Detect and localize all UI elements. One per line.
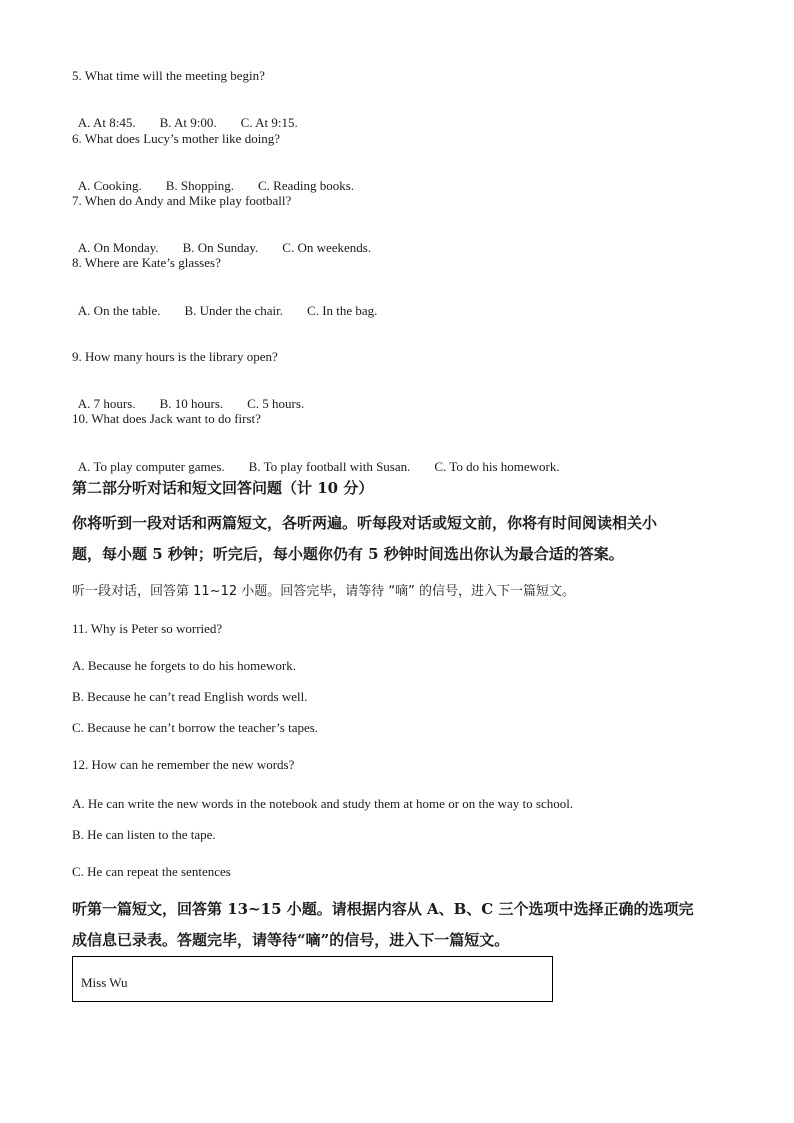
option-c: C. Reading books. <box>257 178 355 193</box>
option-b: B. On Sunday. <box>182 240 259 255</box>
info-table <box>72 956 553 1002</box>
option-b: B. At 9:00. <box>159 115 217 130</box>
question-8: 8. Where are Kate’s glasses? <box>72 255 221 270</box>
option-c: C. At 9:15. <box>240 115 298 130</box>
question-9-options <box>72 380 304 412</box>
question-11-option-b: B. Because he can’t read English words well. <box>72 689 308 704</box>
question-5-options <box>72 99 298 131</box>
question-10: 10. What does Jack want to do first? <box>72 411 261 426</box>
option-a: A. At 8:45. <box>77 115 136 130</box>
passage1-instruction-line2: 成信息已录表。答题完毕，请等待“嘀”的信号，进入下一篇短文。 <box>72 931 510 949</box>
question-11-option-c: C. Because he can’t borrow the teacher’s tapes. <box>72 720 319 735</box>
option-a: A. Cooking. <box>77 178 142 193</box>
option-b: B. Under the chair. <box>184 303 284 318</box>
option-a: A. To play computer games. <box>77 459 225 474</box>
option-a: A. 7 hours. <box>77 396 136 411</box>
question-10-options <box>72 443 560 475</box>
option-c: C. 5 hours. <box>247 396 305 411</box>
question-8-options <box>72 287 377 319</box>
question-12-option-b: B. He can listen to the tape. <box>72 827 216 842</box>
question-11-option-a: A. Because he forgets to do his homework. <box>72 658 296 673</box>
dialogue-instruction: 听一段对话，回答第 11~12 小题。回答完毕，请等待 “嘀” 的信号，进入下一篇短文。 <box>72 584 575 599</box>
question-7: 7. When do Andy and Mike play football? <box>72 193 292 208</box>
question-11: 11. Why is Peter so worried? <box>72 621 223 636</box>
question-12-option-c: C. He can repeat the sentences <box>72 864 231 879</box>
question-5: 5. What time will the meeting begin? <box>72 68 265 83</box>
question-9: 9. How many hours is the library open? <box>72 349 278 364</box>
part2-instructions-line1: 你将听到一段对话和两篇短文，各听两遍。听每段对话或短文前，你将有时间阅读相关小 <box>72 514 658 532</box>
part2-instructions-line2: 题，每小题 5 秒钟；听完后，每小题你仍有 5 秒钟时间选出你认为最合适的答案。 <box>72 545 624 563</box>
part2-heading: 第二部分听对话和短文回答问题（计 10 分） <box>72 479 374 497</box>
option-c: C. To do his homework. <box>434 459 560 474</box>
option-b: B. 10 hours. <box>159 396 224 411</box>
question-12: 12. How can he remember the new words? <box>72 757 295 772</box>
option-b: B. Shopping. <box>165 178 234 193</box>
question-7-options <box>72 224 371 256</box>
question-6: 6. What does Lucy’s mother like doing? <box>72 131 281 146</box>
option-c: C. In the bag. <box>307 303 378 318</box>
table-cell: Miss Wu <box>81 975 128 990</box>
option-a: A. On the table. <box>77 303 161 318</box>
question-12-option-a: A. He can write the new words in the notebook and study them at home or on the way to school. <box>72 796 574 811</box>
option-b: B. To play football with Susan. <box>248 459 411 474</box>
question-6-options <box>72 162 354 194</box>
passage1-instruction-line1: 听第一篇短文，回答第 13~15 小题。请根据内容从 A、B、C 三个选项中选择正确的选项完 <box>72 900 694 918</box>
option-a: A. On Monday. <box>77 240 159 255</box>
option-c: C. On weekends. <box>282 240 372 255</box>
